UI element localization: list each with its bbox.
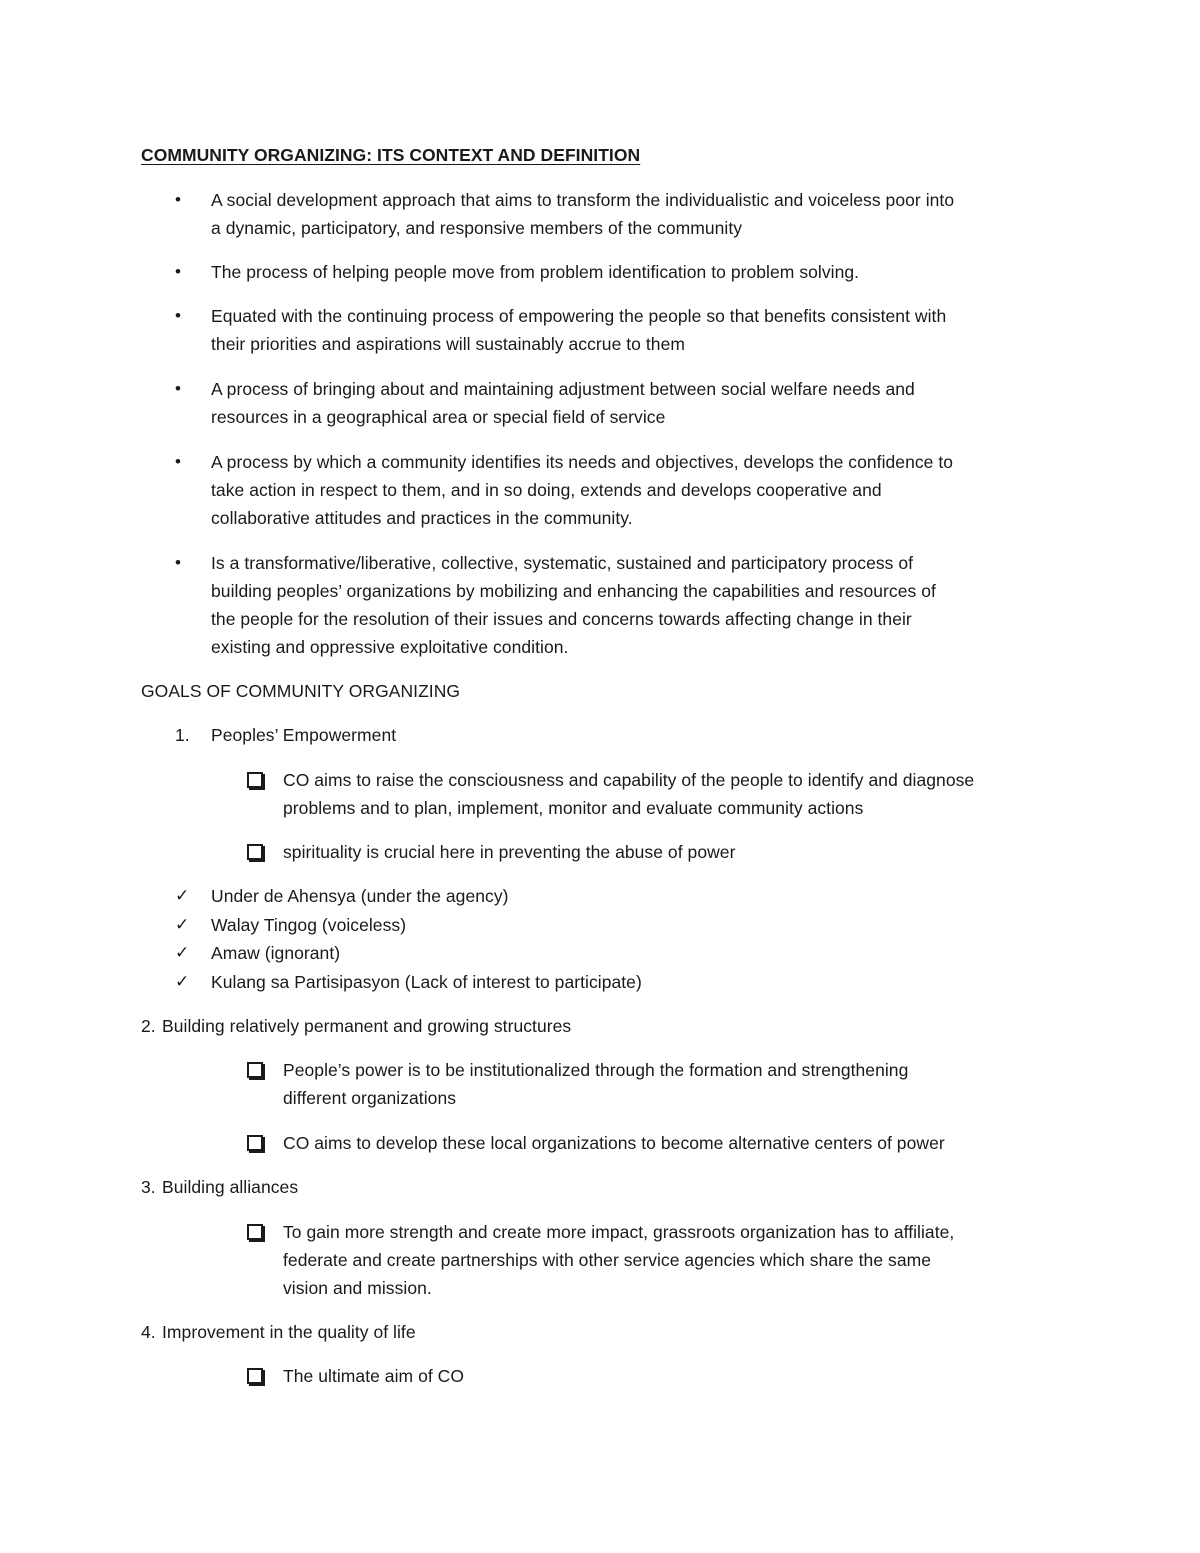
goal-detail-text: federate and create partnerships with other service agencies which share the same xyxy=(283,1250,932,1270)
check-mark-icon: ✓ xyxy=(175,886,190,906)
bullet-dot-icon: • xyxy=(175,262,181,281)
checklist-item: Amaw (ignorant) xyxy=(211,943,341,963)
checklist-item: Kulang sa Partisipasyon (Lack of interest to participate) xyxy=(211,972,642,992)
definition-text: a dynamic, participatory, and responsive members of the community xyxy=(211,218,743,238)
goal-title: Building alliances xyxy=(162,1177,299,1197)
goal-title: Peoples’ Empowerment xyxy=(211,725,397,745)
checklist-item: Walay Tingog (voiceless) xyxy=(211,915,407,935)
goal-detail-text: different organizations xyxy=(283,1088,457,1108)
goal-detail-text: To gain more strength and create more impact, grassroots organization has to affiliate, xyxy=(283,1222,955,1242)
goal-title: Building relatively permanent and growing structures xyxy=(162,1016,572,1036)
bullet-dot-icon: • xyxy=(175,452,181,471)
goal-number: 3. xyxy=(141,1177,156,1197)
goal-number: 4. xyxy=(141,1322,156,1342)
definition-text: collaborative attitudes and practices in the community. xyxy=(211,508,633,528)
goals-heading: GOALS OF COMMUNITY ORGANIZING xyxy=(141,681,461,701)
definition-text: A process by which a community identifies its needs and objectives, develops the confidence to xyxy=(211,452,954,472)
definition-text: A process of bringing about and maintaining adjustment between social welfare needs and xyxy=(211,379,915,399)
square-box-icon xyxy=(247,772,263,788)
goal-detail-text: spirituality is crucial here in preventing the abuse of power xyxy=(283,842,736,862)
goal-detail-text: problems and to plan, implement, monitor and evaluate community actions xyxy=(283,798,864,818)
square-box-icon xyxy=(247,1224,263,1240)
goal-detail-text: The ultimate aim of CO xyxy=(283,1366,465,1386)
square-box-icon xyxy=(247,1062,263,1078)
checklist-item: Under de Ahensya (under the agency) xyxy=(211,886,509,906)
definition-text: their priorities and aspirations will sustainably accrue to them xyxy=(211,334,685,354)
check-mark-icon: ✓ xyxy=(175,915,190,935)
definition-text: The process of helping people move from problem identification to problem solving. xyxy=(211,262,860,282)
definition-text: take action in respect to them, and in so doing, extends and develops cooperative and xyxy=(211,480,882,500)
check-mark-icon: ✓ xyxy=(175,943,190,963)
definition-text: resources in a geographical area or special field of service xyxy=(211,407,666,427)
check-mark-icon: ✓ xyxy=(175,972,190,992)
square-box-icon xyxy=(247,844,263,860)
bullet-dot-icon: • xyxy=(175,379,181,398)
goal-number: 2. xyxy=(141,1016,156,1036)
goal-detail-text: People’s power is to be institutionalized through the formation and strengthening xyxy=(283,1060,909,1080)
definition-text: the people for the resolution of their issues and concerns towards affecting change in their xyxy=(211,609,912,629)
definition-text: building peoples’ organizations by mobilizing and enhancing the capabilities and resources of xyxy=(211,581,936,601)
goal-title: Improvement in the quality of life xyxy=(162,1322,416,1342)
goal-detail-text: CO aims to develop these local organizations to become alternative centers of power xyxy=(283,1133,945,1153)
definition-text: A social development approach that aims to transform the individualistic and voiceless poor into xyxy=(211,190,955,210)
bullet-dot-icon: • xyxy=(175,306,181,325)
definition-text: existing and oppressive exploitative condition. xyxy=(211,637,569,657)
page-title: COMMUNITY ORGANIZING: ITS CONTEXT AND DEFINITION xyxy=(141,145,641,165)
goal-detail-text: vision and mission. xyxy=(283,1278,432,1298)
definition-text: Is a transformative/liberative, collective, systematic, sustained and participatory process of xyxy=(211,553,914,573)
square-box-icon xyxy=(247,1368,263,1384)
square-box-icon xyxy=(247,1135,263,1151)
goal-detail-text: CO aims to raise the consciousness and capability of the people to identify and diagnose xyxy=(283,770,975,790)
goal-number: 1. xyxy=(175,725,190,745)
definition-text: Equated with the continuing process of empowering the people so that benefits consistent with xyxy=(211,306,947,326)
bullet-dot-icon: • xyxy=(175,190,181,209)
bullet-dot-icon: • xyxy=(175,553,181,572)
